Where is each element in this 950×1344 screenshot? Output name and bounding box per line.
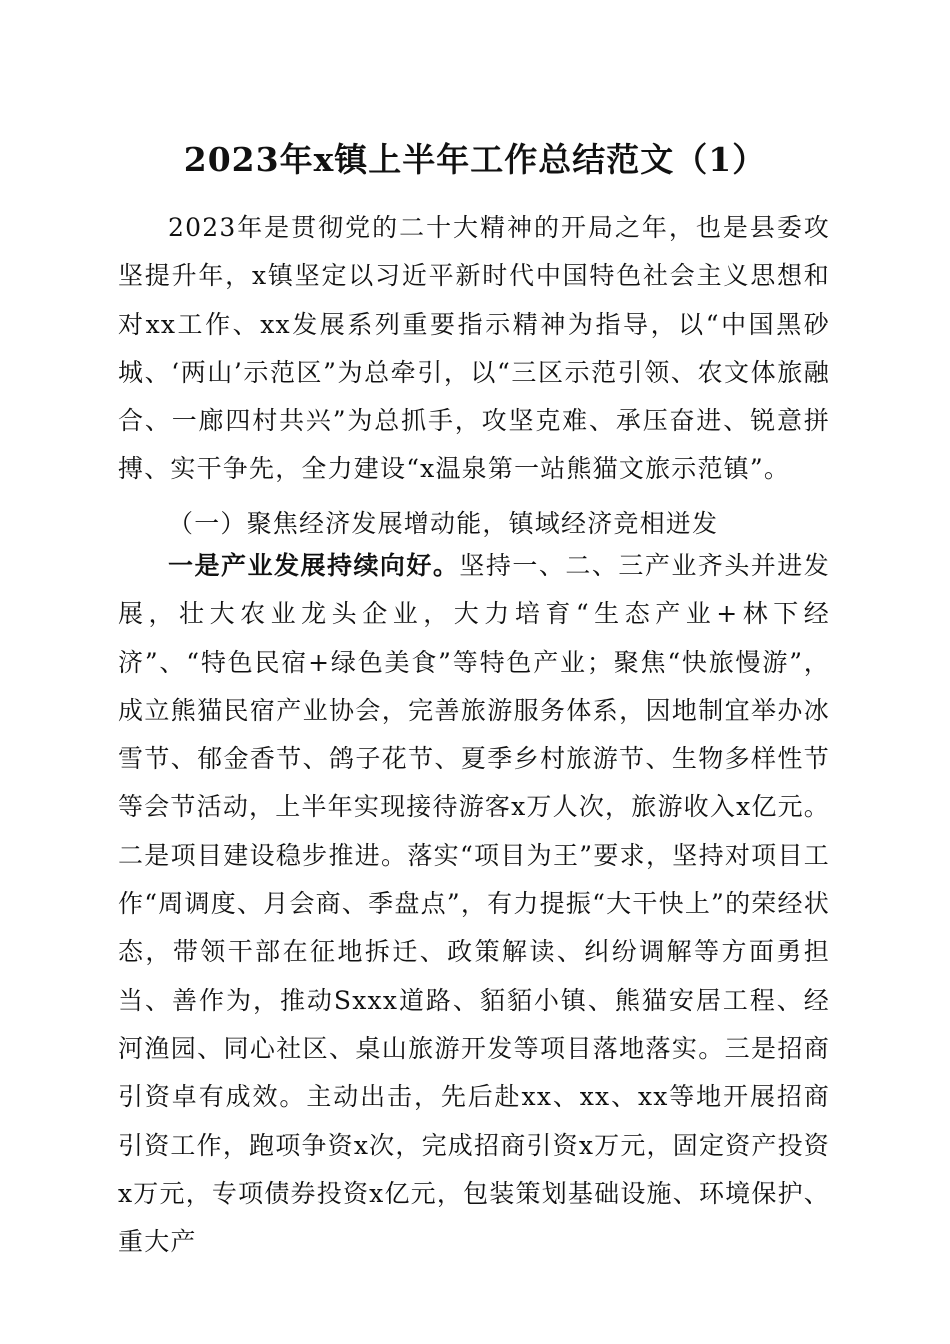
section-body: 坚持一、二、三产业齐头并进发展，壮大农业龙头企业，大力培育“生态产业+林下经济”、“特色民宿+绿色美食”等特色产业；聚焦“快旅慢游”，成立熊猫民宿产业协会，完善旅游服务体系，因地制宜举办冰雪节、郁金香节、鸽子花节、夏季乡村旅游节、生物多样性节等会节活动，上半年实现接待游客x万人次，旅游收入x亿元。二是项目建设稳步推进。落实“项目为王”要求，坚持对项目工作“周调度、月会商、季盘点”，有力提振“大干快上”的荣经状态，带领干部在征地拆迁、政策解读、纠纷调解等方面勇担当、善作为，推动Sxxx道路、貊貊小镇、熊猫安居工程、经河渔园、同心社区、桌山旅游开发等项目落地落实。三是招商引资卓有成效。主动出击，先后赴xx、xx、xx等地开展招商引资工作，跑项争资x次，完成招商引资x万元，固定资产投资x万元，专项债券投资x亿元，包装策划基础设施、环境保护、重大产 (118, 551, 830, 1257)
section-heading: （一）聚焦经济发展增动能，镇域经济竞相迸发 (168, 509, 719, 538)
document-title: 2023年x镇上半年工作总结范文（1） (183, 140, 767, 179)
section-paragraph (118, 542, 830, 1266)
intro-paragraph: 2023年是贯彻党的二十大精神的开局之年，也是县委攻坚提升年，x镇坚定以习近平新时代中国特色社会主义思想和对xx工作、xx发展系列重要指示精神为指导，以“中国黑砂城、‘两山’示范区”为总牵引，以“三区示范引领、农文体旅融合、一廊四村共兴”为总抓手，攻坚克难、承压奋进、锐意拼搏、实干争先，全力建设“x温泉第一站熊猫文旅示范镇”。 (118, 213, 830, 484)
section-lead: 一是产业发展持续向好。 (168, 551, 460, 580)
